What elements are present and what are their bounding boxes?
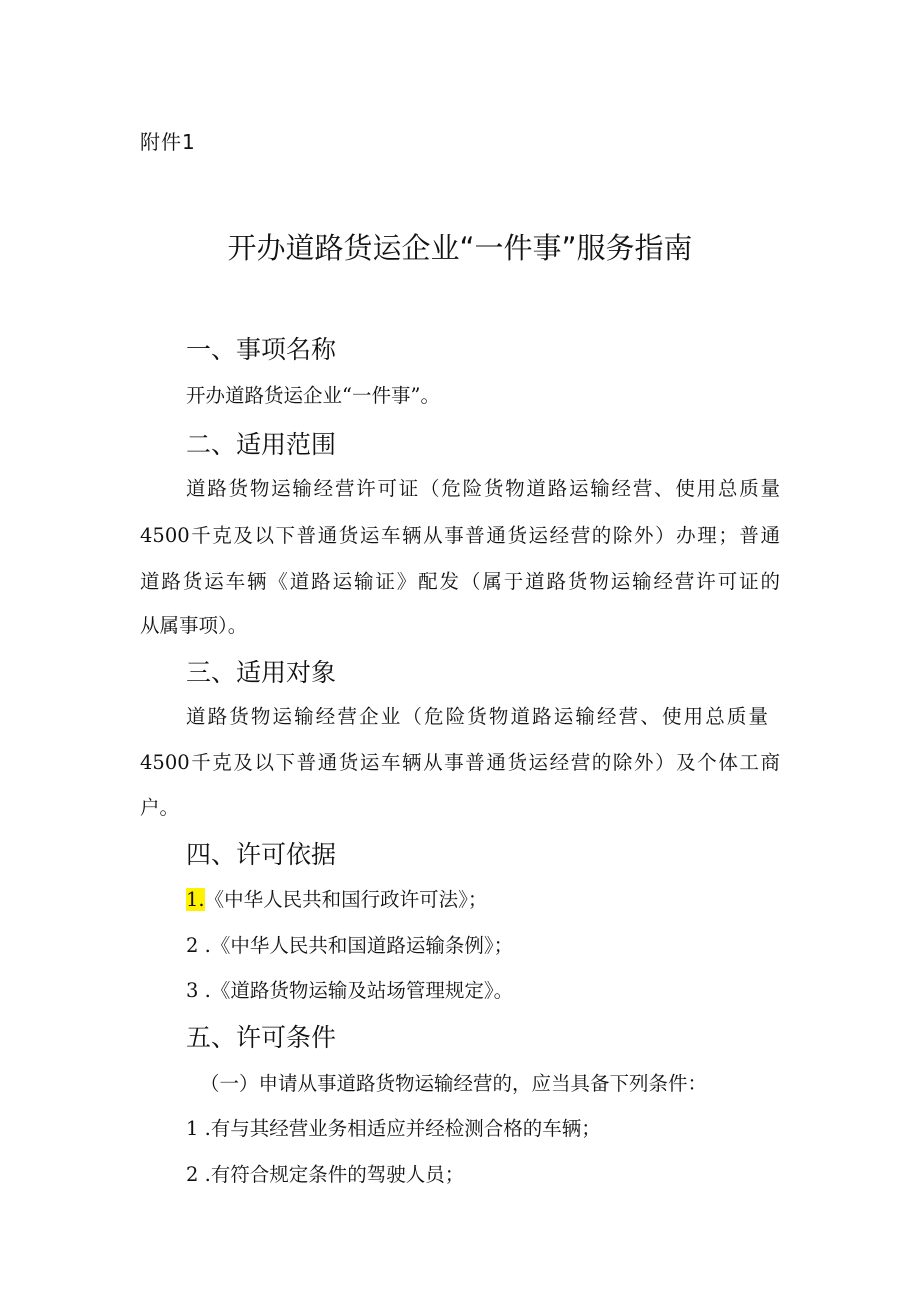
list-item-law-2 — [186, 930, 513, 958]
paragraph-line: 4500千克及以下普通货运车辆从事普通货运经营的除外）及个体工商 — [140, 751, 780, 774]
section-heading-conditions: 五、许可条件 — [186, 1023, 337, 1052]
page-title: 开办道路货运企业“一件事”服务指南 — [227, 231, 693, 265]
section-heading-applicable-objects: 三、适用对象 — [186, 658, 337, 687]
paragraph-line: 从属事项）。 — [140, 614, 248, 637]
paragraph-line: 道路货物运输经营企业（危险货物道路运输经营、使用总质量 — [186, 705, 768, 728]
paragraph-line: 户。 — [140, 796, 180, 819]
section-text-item-name: 开办道路货运企业“一件事”。 — [186, 384, 440, 407]
paragraph-line: 4500千克及以下普通货运车辆从事普通货运经营的除外）办理；普通 — [140, 524, 780, 547]
condition-item-2: 2 .有符合规定条件的驾驶人员； — [186, 1163, 465, 1186]
list-number: 3 . — [186, 979, 211, 1002]
paragraph-line: 道路货物运输经营许可证（危险货物道路运输经营、使用总质量 — [186, 477, 780, 500]
list-item-law-1 — [186, 884, 487, 912]
list-item-text: 《道路货物运输及站场管理规定》。 — [210, 979, 514, 1002]
section-heading-scope: 二、适用范围 — [186, 430, 337, 459]
paragraph-line: 道路货运车辆《道路运输证》配发（属于道路货物运输经营许可证的 — [140, 570, 780, 593]
condition-item-1: 1 .有与其经营业务相适应并经检测合格的车辆； — [186, 1117, 601, 1140]
list-item-text: 《中华人民共和国道路运输条例》； — [210, 934, 514, 957]
list-item-text: 《中华人民共和国行政许可法》； — [204, 888, 488, 911]
list-item-law-3 — [186, 975, 513, 1003]
attachment-label: 附件1 — [140, 130, 196, 154]
list-number: 2 . — [186, 934, 211, 957]
subsection-heading: （一）申请从事道路货物运输经营的，应当具备下列条件： — [200, 1072, 708, 1095]
section-heading-legal-basis: 四、许可依据 — [186, 840, 337, 869]
list-number-highlighted: 1. — [186, 888, 205, 911]
section-heading-item-name: 一、事项名称 — [186, 335, 337, 364]
